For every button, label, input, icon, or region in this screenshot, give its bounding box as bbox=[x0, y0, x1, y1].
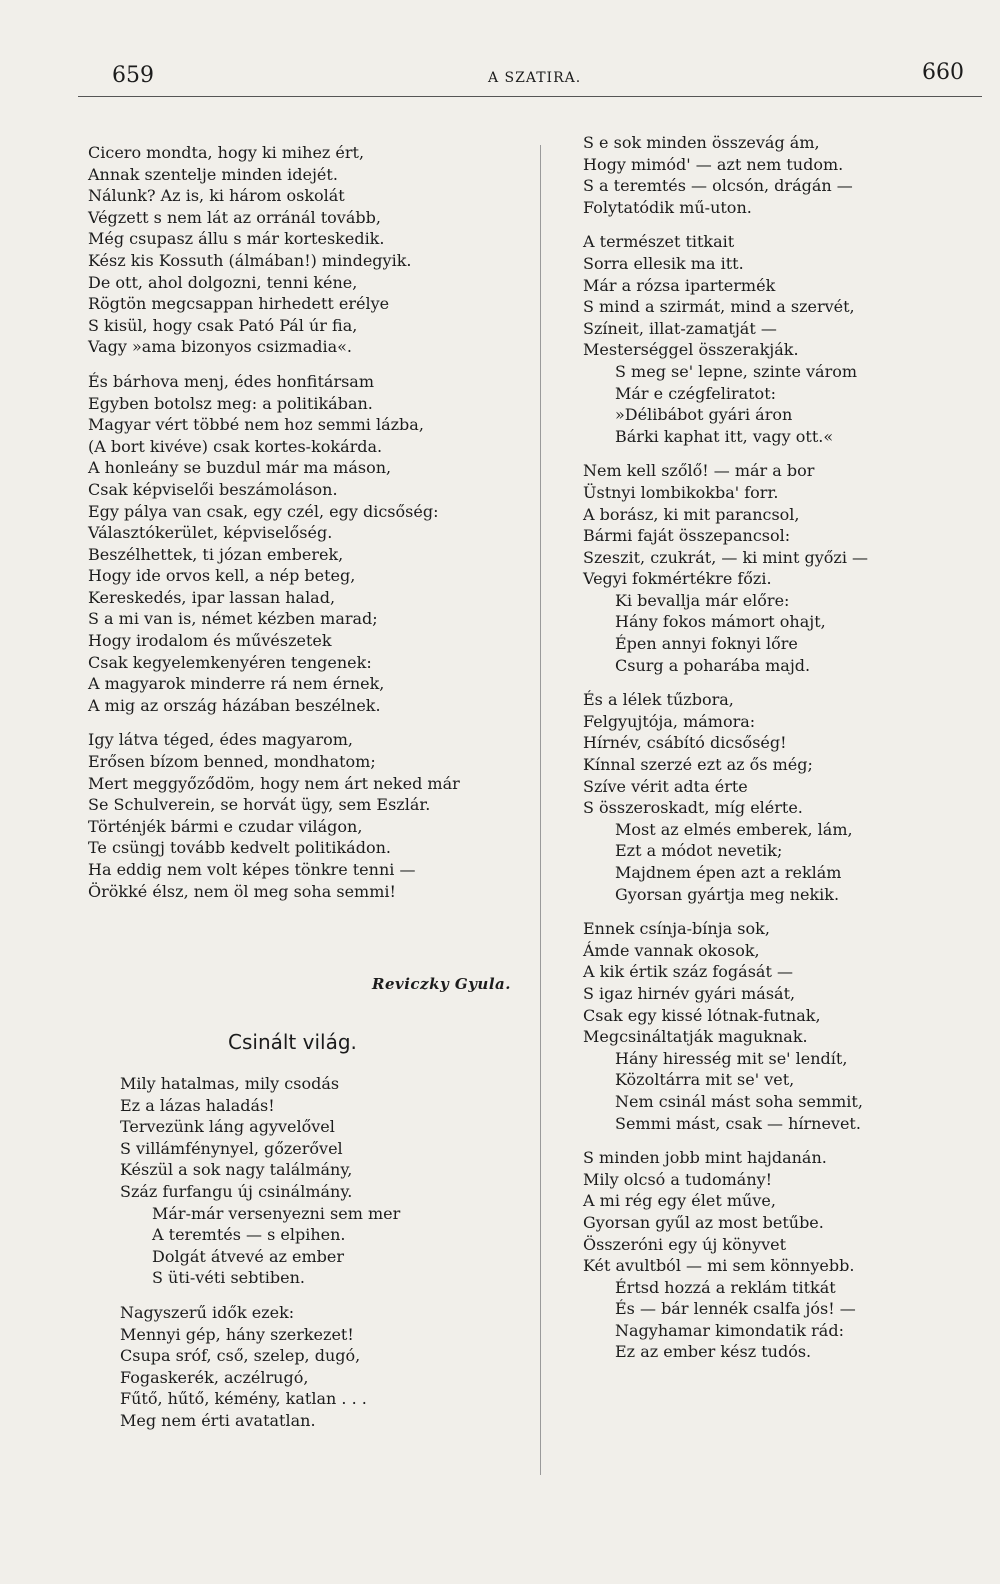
verse-line: Összeróni egy új könyvet bbox=[583, 1234, 787, 1254]
verse-line: Színeit, illat-zamatját — bbox=[583, 318, 777, 338]
verse-line: S a mi van is, német kézben marad; bbox=[88, 609, 378, 629]
verse-line: Egyben botolsz meg: a politikában. bbox=[88, 393, 373, 413]
verse-line: Te csüngj tovább kedvelt politikádon. bbox=[88, 838, 391, 858]
verse-line: Folytatódik mű-uton. bbox=[583, 197, 752, 217]
verse-line: S meg se' lepne, szinte várom bbox=[615, 361, 858, 381]
column-divider bbox=[540, 145, 541, 1475]
left-column-poem-continued bbox=[120, 1073, 530, 1445]
verse-line: Örökké élsz, nem öl meg soha semmi! bbox=[88, 881, 396, 901]
verse-line: Cicero mondta, hogy ki mihez ért, bbox=[88, 143, 365, 162]
verse-line: Még csupasz állu s már korteskedik. bbox=[88, 229, 385, 249]
page-number-left: 659 bbox=[112, 63, 154, 88]
verse-line: De ott, ahol dolgozni, tenni kéne, bbox=[88, 272, 358, 292]
header-rule bbox=[78, 96, 982, 97]
verse-line: Tervezünk láng agyvelővel bbox=[120, 1117, 335, 1137]
verse-line: Egy pálya van csak, egy czél, egy dicsőség: bbox=[88, 501, 439, 521]
verse-line: Választókerület, képviselőség. bbox=[88, 523, 333, 543]
verse-line: Mert meggyőződöm, hogy nem árt neked már bbox=[88, 773, 460, 793]
verse-line: Mily hatalmas, mily csodás bbox=[120, 1074, 340, 1093]
verse-line: Nem csinál mást soha semmit, bbox=[615, 1091, 863, 1111]
verse-line: Készül a sok nagy találmány, bbox=[120, 1160, 353, 1180]
verse-line: S mind a szirmát, mind a szervét, bbox=[583, 297, 855, 317]
stanza bbox=[583, 231, 978, 447]
verse-line: S minden jobb mint hajdanán. bbox=[583, 1148, 827, 1168]
verse-line: Igy látva téged, édes magyarom, bbox=[88, 730, 354, 750]
verse-line: Már e czégfeliratot: bbox=[615, 383, 777, 403]
verse-line: Üstnyi lombikokba' forr. bbox=[583, 482, 779, 502]
stanza bbox=[88, 371, 528, 717]
verse-line: Épen annyi foknyi lőre bbox=[615, 634, 798, 654]
page-header bbox=[0, 0, 1000, 100]
right-column-poem bbox=[583, 132, 978, 1376]
verse-line: (A bort kivéve) csak kortes-kokárda. bbox=[88, 436, 383, 456]
verse-line: Kínnal szerzé ezt az ős még; bbox=[583, 755, 813, 775]
verse-line: Vagy »ama bizonyos csizmadia«. bbox=[88, 337, 353, 357]
verse-line: Két avultból — mi sem könnyebb. bbox=[583, 1256, 855, 1276]
verse-line: Nálunk? Az is, ki három oskolát bbox=[88, 186, 345, 206]
verse-line: »Délibábot gyári áron bbox=[615, 405, 793, 425]
verse-line: Fogaskerék, aczélrugó, bbox=[120, 1367, 309, 1387]
verse-line: Erősen bízom benned, mondhatom; bbox=[88, 752, 376, 772]
verse-line: Ki bevallja már előre: bbox=[615, 590, 790, 610]
stanza bbox=[583, 460, 978, 676]
verse-line: A mi rég egy élet műve, bbox=[583, 1191, 776, 1211]
stanza bbox=[583, 132, 978, 218]
verse-line: Értsd hozzá a reklám titkát bbox=[615, 1277, 836, 1297]
stanza bbox=[120, 1302, 530, 1432]
verse-line: Már-már versenyezni sem mer bbox=[152, 1203, 401, 1223]
verse-line: A honleány se buzdul már ma máson, bbox=[88, 458, 392, 478]
verse-line: Mily olcsó a tudomány! bbox=[583, 1169, 773, 1189]
stanza bbox=[583, 1147, 978, 1363]
stanza bbox=[120, 1073, 530, 1289]
verse-line: Fűtő, hűtő, kémény, katlan . . . bbox=[120, 1389, 367, 1409]
stanza bbox=[583, 918, 978, 1134]
verse-line: Nagyszerű idők ezek: bbox=[120, 1302, 295, 1322]
verse-line: Gyorsan gyártja meg nekik. bbox=[615, 884, 840, 904]
poem-title: Csinált világ. bbox=[228, 1030, 357, 1054]
verse-line: S összeroskadt, míg elérte. bbox=[583, 798, 803, 818]
verse-line: Hogy ide orvos kell, a nép beteg, bbox=[88, 566, 356, 586]
verse-line: Meg nem érti avatatlan. bbox=[120, 1410, 316, 1430]
verse-line: Nagyhamar kimondatik rád: bbox=[615, 1320, 844, 1340]
verse-line: Történjék bármi e czudar világon, bbox=[88, 816, 363, 836]
verse-line: S igaz hirnév gyári mását, bbox=[583, 983, 796, 1003]
stanza bbox=[88, 142, 528, 358]
verse-line: Annak szentelje minden idejét. bbox=[88, 164, 338, 184]
verse-line: Csupa sróf, cső, szelep, dugó, bbox=[120, 1346, 361, 1366]
verse-line: Hírnév, csábító dicsőség! bbox=[583, 733, 787, 753]
verse-line: Nem kell szőlő! — már a bor bbox=[583, 461, 815, 481]
verse-line: Közoltárra mit se' vet, bbox=[615, 1070, 795, 1090]
author-signature: Reviczky Gyula. bbox=[372, 975, 511, 993]
verse-line: Ez az ember kész tudós. bbox=[615, 1342, 812, 1362]
verse-line: Hány fokos mámort ohajt, bbox=[615, 612, 826, 632]
verse-line: Csurg a poharába majd. bbox=[615, 655, 811, 675]
verse-line: Ámde vannak okosok, bbox=[583, 940, 760, 960]
verse-line: Beszélhettek, ti józan emberek, bbox=[88, 544, 344, 564]
verse-line: Bármi faját összepancsol: bbox=[583, 526, 791, 546]
verse-line: Száz furfangu új csinálmány. bbox=[120, 1181, 353, 1201]
verse-line: Hogy mimód' — azt nem tudom. bbox=[583, 154, 844, 174]
verse-line: Vegyi fokmértékre főzi. bbox=[583, 569, 772, 589]
verse-line: Mesterséggel összerakják. bbox=[583, 340, 799, 360]
verse-line: Bárki kaphat itt, vagy ott.« bbox=[615, 426, 834, 446]
verse-line: Rögtön megcsappan hirhedett erélye bbox=[88, 294, 390, 314]
running-title: A SZATIRA. bbox=[488, 70, 582, 86]
verse-line: S e sok minden összevág ám, bbox=[583, 133, 820, 152]
verse-line: Szíve vérit adta érte bbox=[583, 776, 748, 796]
verse-line: Se Schulverein, se horvát ügy, sem Eszlár. bbox=[88, 795, 431, 815]
verse-line: Most az elmés emberek, lám, bbox=[615, 819, 853, 839]
verse-line: Magyar vért többé nem hoz semmi lázba, bbox=[88, 415, 424, 435]
verse-line: A kik értik száz fogását — bbox=[583, 962, 793, 982]
verse-line: Megcsináltatják maguknak. bbox=[583, 1027, 808, 1047]
verse-line: Ennek csínja-bínja sok, bbox=[583, 919, 770, 939]
verse-line: A borász, ki mit parancsol, bbox=[583, 504, 800, 524]
verse-line: S villámfénynyel, gőzerővel bbox=[120, 1138, 343, 1158]
page-number-right: 660 bbox=[922, 60, 964, 85]
verse-line: Csak képviselői beszámoláson. bbox=[88, 479, 338, 499]
verse-line: Csak egy kissé lótnak-futnak, bbox=[583, 1005, 821, 1025]
verse-line: Felgyujtója, mámora: bbox=[583, 711, 756, 731]
stanza bbox=[583, 689, 978, 905]
verse-line: Hogy irodalom és művészetek bbox=[88, 631, 332, 651]
verse-line: És bárhova menj, édes honfitársam bbox=[88, 371, 375, 391]
verse-line: Sorra ellesik ma itt. bbox=[583, 253, 744, 273]
verse-line: S a teremtés — olcsón, drágán — bbox=[583, 176, 853, 196]
verse-line: A magyarok minderre rá nem érnek, bbox=[88, 674, 385, 694]
verse-line: Gyorsan gyűl az most betűbe. bbox=[583, 1212, 824, 1232]
verse-line: Ez a lázas haladás! bbox=[120, 1095, 275, 1115]
verse-line: S kisül, hogy csak Pató Pál úr fia, bbox=[88, 315, 358, 335]
verse-line: Ezt a módot nevetik; bbox=[615, 841, 783, 861]
verse-line: Kereskedés, ipar lassan halad, bbox=[88, 587, 336, 607]
verse-line: És — bár lennék csalfa jós! — bbox=[615, 1299, 856, 1319]
left-column-poem bbox=[88, 142, 528, 915]
verse-line: Majdnem épen azt a reklám bbox=[615, 863, 842, 882]
verse-line: Végzett s nem lát az orránál tovább, bbox=[88, 207, 381, 227]
verse-line: Mennyi gép, hány szerkezet! bbox=[120, 1324, 354, 1344]
verse-line: A természet titkait bbox=[583, 232, 735, 252]
verse-line: Dolgát átvevé az ember bbox=[152, 1246, 344, 1266]
verse-line: A mig az ország házában beszélnek. bbox=[88, 695, 381, 715]
verse-line: Ha eddig nem volt képes tönkre tenni — bbox=[88, 860, 416, 879]
verse-line: A teremtés — s elpihen. bbox=[152, 1225, 346, 1245]
stanza bbox=[88, 729, 528, 902]
verse-line: Kész kis Kossuth (álmában!) mindegyik. bbox=[88, 250, 412, 270]
verse-line: Csak kegyelemkenyéren tengenek: bbox=[88, 652, 372, 672]
verse-line: S üti-véti sebtiben. bbox=[152, 1268, 306, 1288]
verse-line: Semmi mást, csak — hírnevet. bbox=[615, 1113, 861, 1133]
verse-line: Már a rózsa ipartermék bbox=[583, 275, 776, 295]
verse-line: Szeszit, czukrát, — ki mint győzi — bbox=[583, 547, 869, 567]
verse-line: Hány hiresség mit se' lendít, bbox=[615, 1048, 848, 1068]
verse-line: És a lélek tűzbora, bbox=[583, 690, 734, 710]
